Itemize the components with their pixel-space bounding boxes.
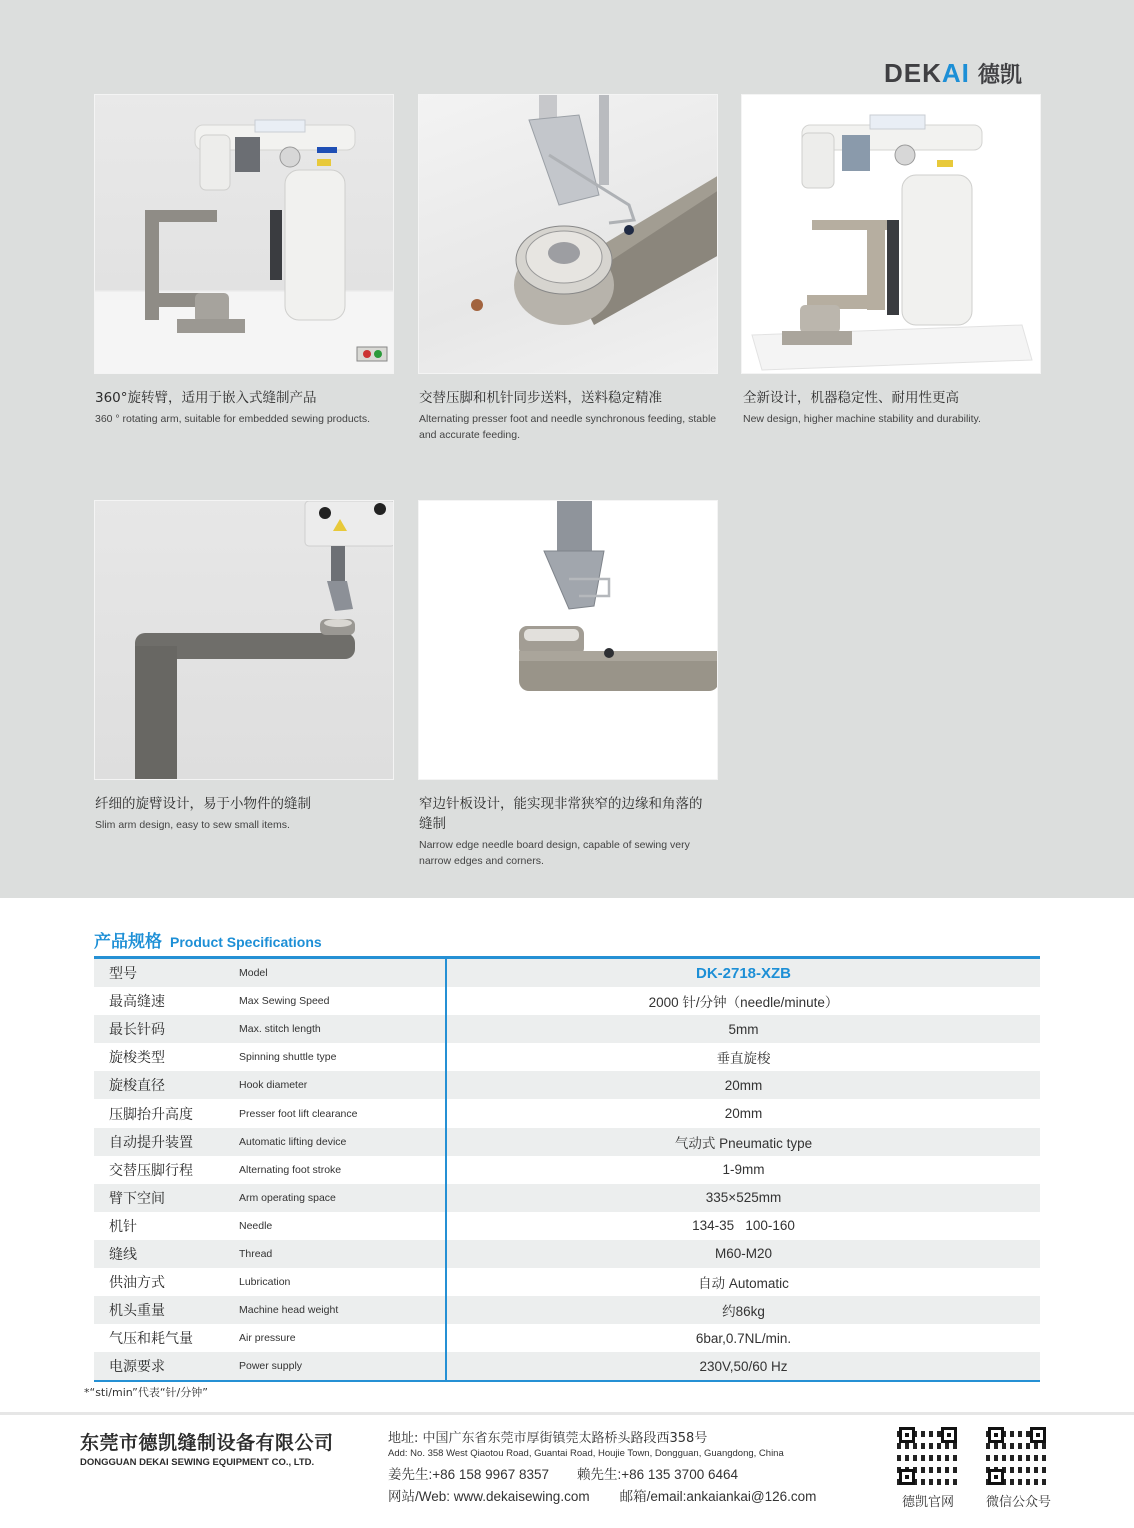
spec-row [94, 1015, 1040, 1043]
spec-value: 6bar,0.7NL/min. [445, 1324, 1040, 1352]
spec-value: 230V,50/60 Hz [445, 1352, 1040, 1380]
logo-text-accent: AI [941, 57, 970, 88]
spec-row [94, 1071, 1040, 1099]
feature-2-title: 交替压脚和机针同步送料，送料稳定精准 [419, 390, 662, 406]
feature-5-desc: Narrow edge needle board design, capable of sewing very narrow edges and corners. [419, 839, 690, 867]
spec-footnote: *“sti/min”代表“针/分钟” [84, 1386, 208, 1399]
spec-label-en: Automatic lifting device [239, 1135, 347, 1148]
spec-label-zh: 型号 [109, 966, 137, 983]
spec-label-en: Arm operating space [239, 1191, 336, 1204]
spec-row [94, 1352, 1040, 1380]
spec-row [94, 987, 1040, 1015]
spec-label-en: Max. stitch length [239, 1023, 321, 1036]
feature-4-title: 纤细的旋臂设计，易于小物件的缝制 [95, 796, 311, 812]
website-link[interactable]: 网站/Web: www.dekaisewing.com [388, 1489, 590, 1504]
spec-label-zh: 电源要求 [109, 1359, 165, 1376]
spec-row [94, 1043, 1040, 1071]
qr-code-icon [897, 1425, 959, 1487]
spec-value: 约86kg [445, 1296, 1040, 1324]
spec-value: 2000 针/分钟（needle/minute） [445, 987, 1040, 1015]
spec-value: 气动式 Pneumatic type [445, 1128, 1040, 1156]
spec-label-en: Max Sewing Speed [239, 995, 330, 1008]
photo-narrow-edge-needle-board [418, 500, 718, 780]
spec-row [94, 1268, 1040, 1296]
spec-label-zh: 机头重量 [109, 1303, 165, 1320]
spec-value: DK-2718-XZB [445, 959, 1040, 987]
spec-label-en: Alternating foot stroke [239, 1163, 342, 1176]
spec-label-en: Lubrication [239, 1276, 291, 1289]
presser-foot-illustration [419, 95, 718, 374]
spec-value: 1-9mm [445, 1156, 1040, 1184]
sewing-machine-illustration [95, 95, 394, 374]
feature-caption-5 [419, 794, 709, 869]
brand-logo [884, 58, 1022, 88]
photo-new-design-machine [741, 94, 1041, 374]
email-link[interactable]: 邮箱/email:ankaiankai@126.com [619, 1489, 817, 1504]
feature-caption-4 [95, 794, 311, 833]
spec-row [94, 1128, 1040, 1156]
feature-caption-3 [743, 388, 981, 427]
spec-label-zh: 旋梭直径 [109, 1078, 165, 1095]
qr-code-icon [986, 1425, 1048, 1487]
spec-value: 5mm [445, 1015, 1040, 1043]
spec-value: 134-35 100-160 [445, 1212, 1040, 1240]
spec-label-zh: 压脚抬升高度 [109, 1106, 193, 1123]
photo-rotating-arm-machine [94, 94, 394, 374]
spec-row [94, 1212, 1040, 1240]
footer-divider [0, 1412, 1134, 1415]
feature-1-desc: 360 ° rotating arm, suitable for embedded sewing products. [95, 413, 371, 425]
company-name-zh: 东莞市德凯缝制设备有限公司 [80, 1432, 334, 1454]
feature-3-title: 全新设计，机器稳定性、耐用性更高 [743, 390, 959, 406]
spec-label-en: Machine head weight [239, 1304, 339, 1317]
photo-presser-foot-closeup [418, 94, 718, 374]
feature-2-desc: Alternating presser foot and needle synchronous feeding, stable and accurate feeding. [419, 413, 717, 441]
slim-arm-illustration [95, 501, 394, 780]
spec-label-zh: 最长针码 [109, 1022, 165, 1039]
spec-value: 20mm [445, 1071, 1040, 1099]
spec-row [94, 1099, 1040, 1127]
sewing-machine-illustration [742, 95, 1041, 374]
qr-wechat [986, 1425, 1052, 1510]
logo-text-cn: 德凯 [977, 62, 1022, 88]
address-zh: 地址: 中国广东省东莞市厚街镇莞太路桥头路段西358号 [388, 1431, 708, 1446]
address-en: Add: No. 358 West Qiaotou Road, Guantai Road, Houjie Town, Dongguan, Guangdong, China [388, 1448, 784, 1459]
spec-heading-en: Product Specifications [170, 934, 322, 950]
spec-label-zh: 气压和耗气量 [109, 1331, 193, 1348]
spec-row [94, 959, 1040, 987]
spec-label-zh: 最高缝速 [109, 994, 165, 1011]
spec-label-en: Hook diameter [239, 1079, 308, 1092]
feature-caption-2 [419, 388, 719, 443]
contact-info [388, 1430, 816, 1508]
spec-value: 20mm [445, 1099, 1040, 1127]
spec-label-zh: 机针 [109, 1218, 137, 1235]
phone-1[interactable]: 姜先生:+86 158 9967 8357 [388, 1467, 549, 1482]
needle-board-illustration [419, 501, 718, 780]
spec-heading [94, 927, 322, 952]
spec-label-en: Model [239, 967, 268, 980]
spec-label-zh: 臂下空间 [109, 1190, 165, 1207]
spec-label-zh: 供油方式 [109, 1275, 165, 1292]
spec-label-en: Air pressure [239, 1332, 296, 1345]
spec-row [94, 1240, 1040, 1268]
feature-caption-1 [95, 388, 370, 427]
spec-row [94, 1296, 1040, 1324]
spec-value: 垂直旋梭 [445, 1043, 1040, 1071]
phone-2[interactable]: 赖先生:+86 135 3700 6464 [577, 1467, 738, 1482]
qr-wechat-label: 微信公众号 [986, 1495, 1052, 1510]
spec-label-en: Presser foot lift clearance [239, 1107, 358, 1120]
feature-1-title: 360°旋转臂，适用于嵌入式缝制产品 [95, 390, 317, 406]
spec-row [94, 1324, 1040, 1352]
spec-label-zh: 旋梭类型 [109, 1050, 165, 1067]
spec-label-en: Power supply [239, 1360, 303, 1373]
logo-text-dark: DEK [884, 57, 942, 88]
spec-label-en: Thread [239, 1247, 273, 1260]
spec-row [94, 1184, 1040, 1212]
spec-table [94, 956, 1040, 1382]
company-name-en: DONGGUAN DEKAI SEWING EQUIPMENT CO., LTD. [80, 1457, 315, 1468]
feature-3-desc: New design, higher machine stability and durability. [743, 413, 981, 425]
feature-4-desc: Slim arm design, easy to sew small items. [95, 819, 290, 831]
spec-heading-zh: 产品规格 [94, 932, 162, 952]
feature-5-title: 窄边针板设计，能实现非常狭窄的边缘和角落的缝制 [419, 796, 703, 832]
spec-value: 335×525mm [445, 1184, 1040, 1212]
spec-label-en: Spinning shuttle type [239, 1051, 337, 1064]
spec-label-zh: 自动提升装置 [109, 1134, 193, 1151]
spec-value: 自动 Automatic [445, 1268, 1040, 1296]
spec-label-en: Needle [239, 1219, 273, 1232]
spec-label-zh: 缝线 [109, 1246, 137, 1263]
photo-slim-arm [94, 500, 394, 780]
qr-official-site-label: 德凯官网 [901, 1495, 954, 1510]
spec-label-zh: 交替压脚行程 [109, 1162, 193, 1179]
qr-official-site [897, 1425, 959, 1510]
company-name [80, 1428, 334, 1468]
spec-value: M60-M20 [445, 1240, 1040, 1268]
spec-row [94, 1156, 1040, 1184]
